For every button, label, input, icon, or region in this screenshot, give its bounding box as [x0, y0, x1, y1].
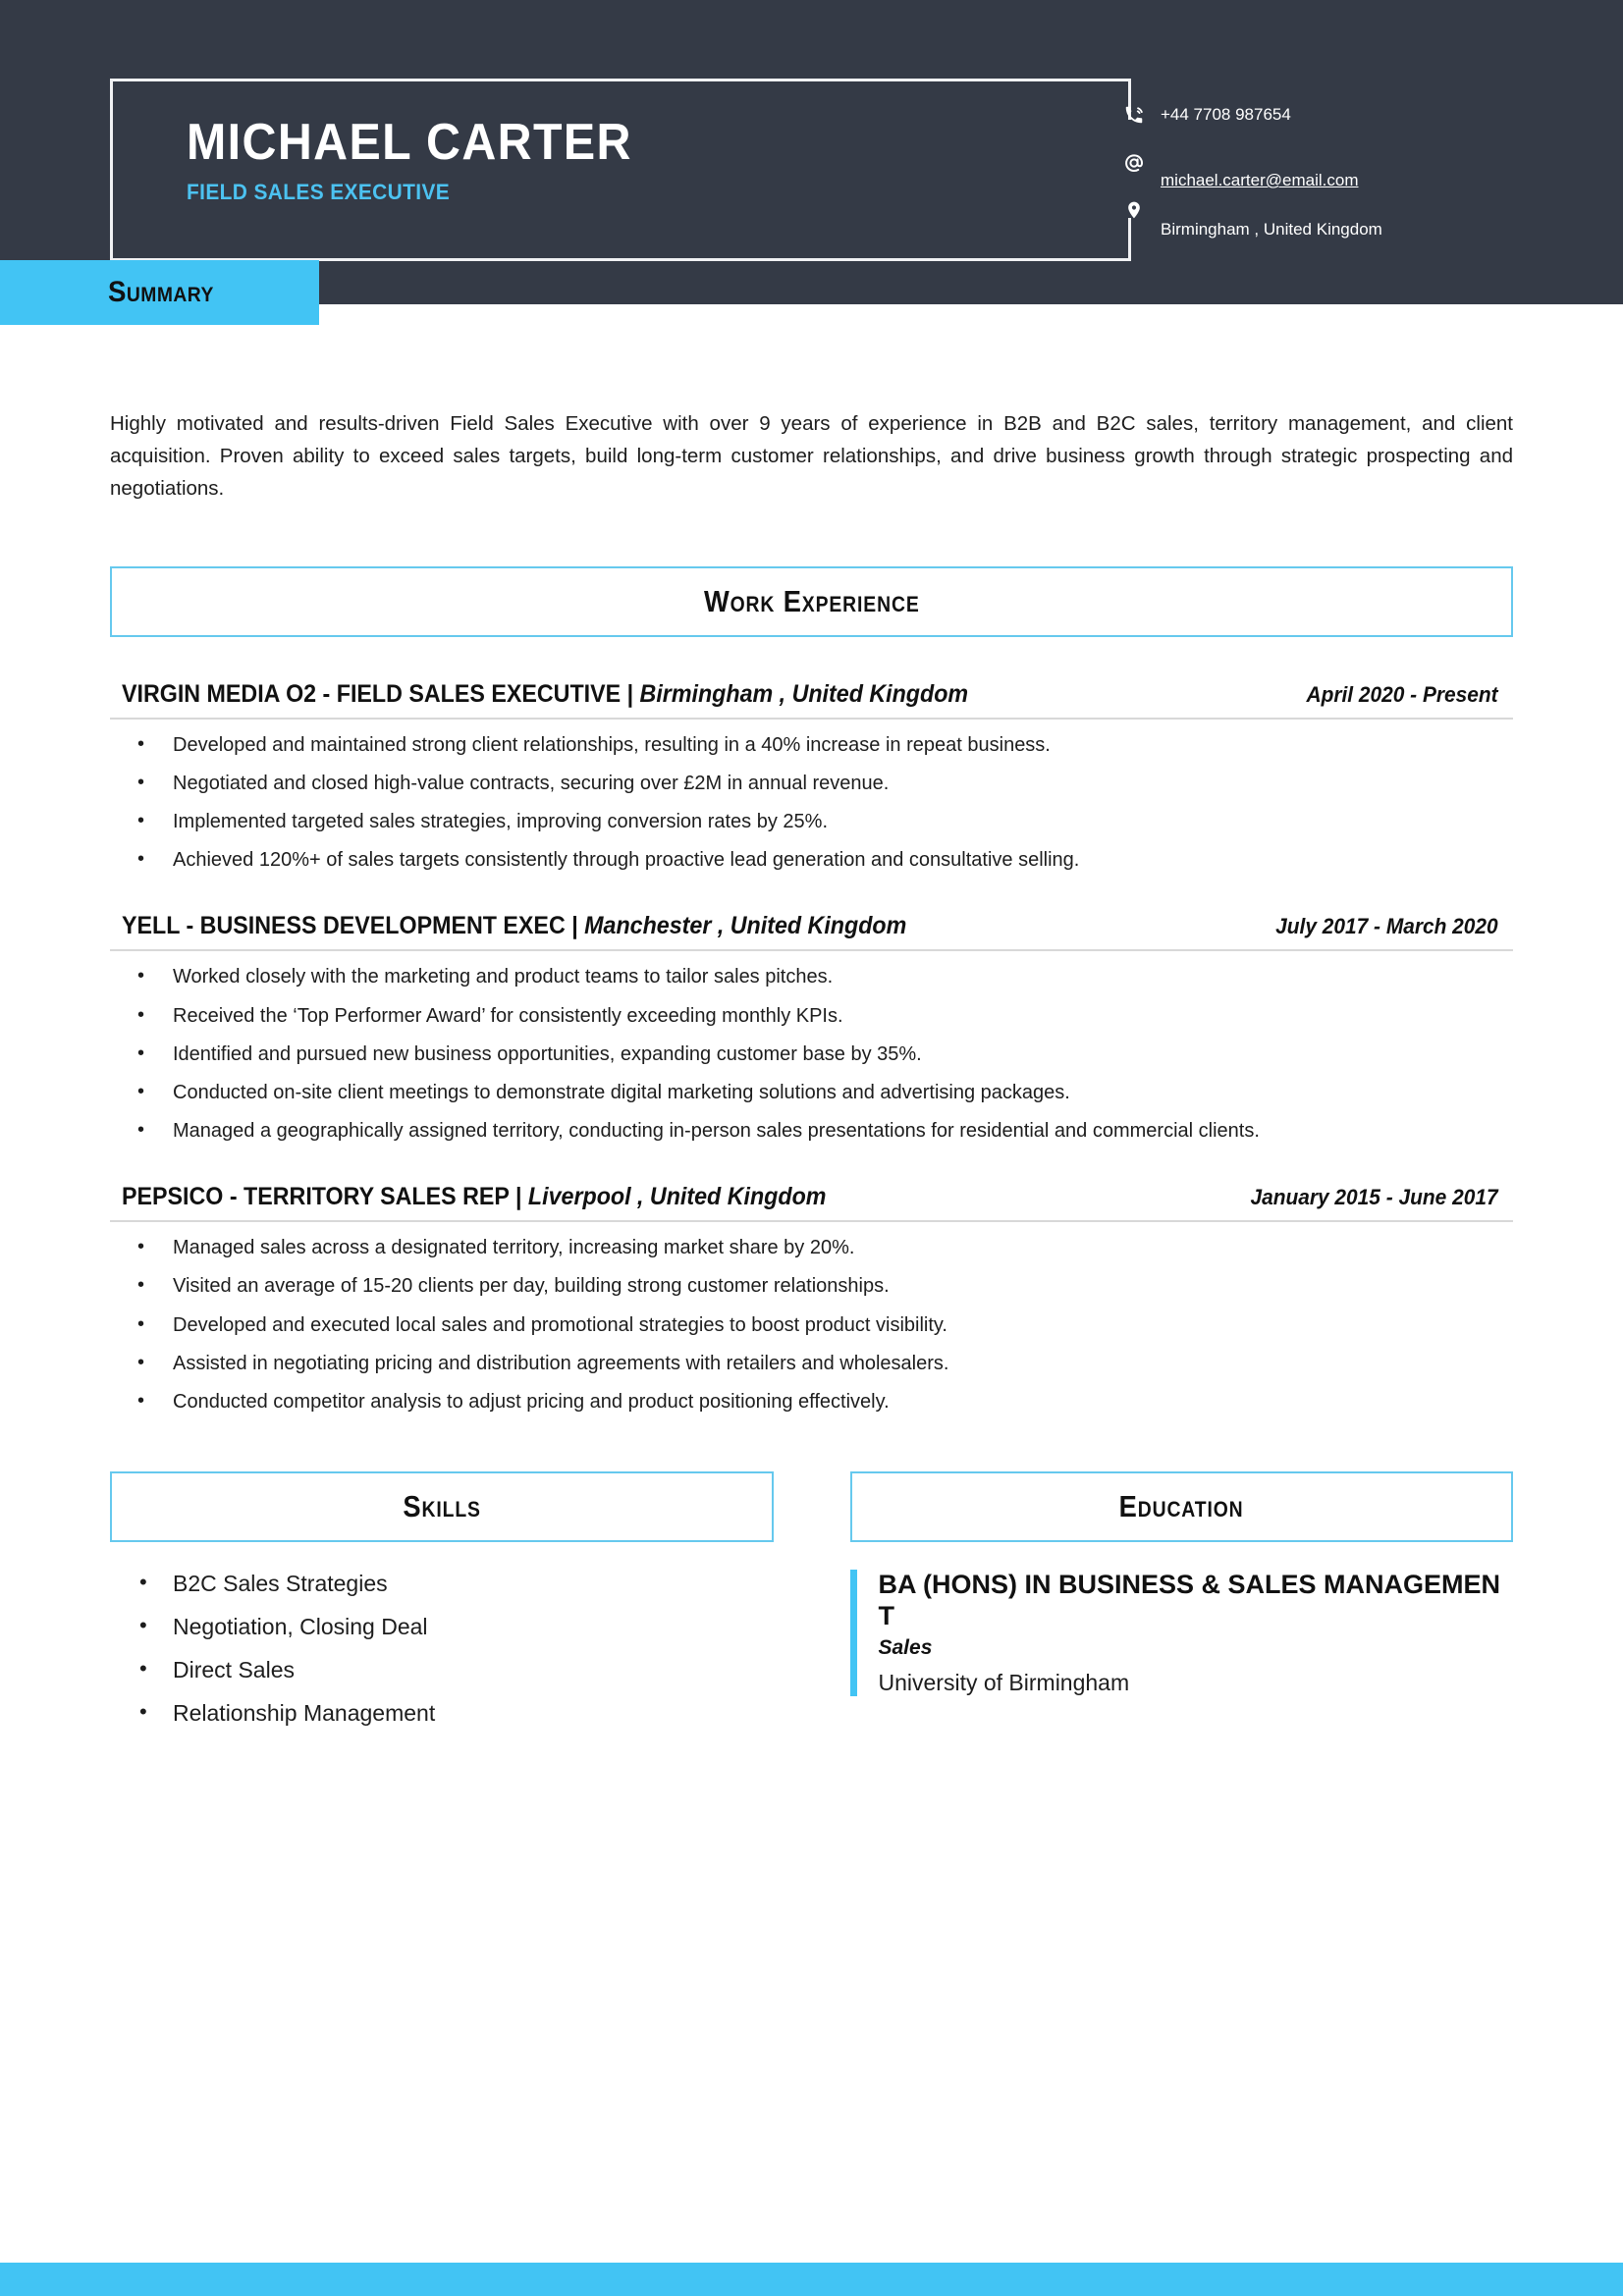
contact-email-text[interactable]: michael.carter@email.com: [1161, 171, 1359, 189]
job-bullet: • Managed a geographically assigned territory, conducting in-person sales presentations for residential and commercial clients.: [128, 1119, 1513, 1144]
work-experience-section-header: [110, 566, 1513, 637]
job-bullet-list: [110, 965, 1513, 1144]
contact-location-text: Birmingham , United Kingdom: [1161, 220, 1382, 239]
job-location: Manchester , United Kingdom: [577, 912, 907, 940]
education-entry: [850, 1570, 1514, 1696]
footer-accent-bar: [0, 2263, 1623, 2296]
job-bullet: • Conducted on-site client meetings to demonstrate digital marketing solutions and advertising packages.: [128, 1081, 1513, 1105]
contact-info: [1117, 102, 1530, 243]
education-section-header: [850, 1471, 1514, 1542]
skills-column: [110, 1471, 774, 1742]
job-date-range: April 2020 - Present: [1306, 681, 1498, 707]
education-degree: BA (HONS) IN BUSINESS & SALES MANAGEMENT: [878, 1570, 1501, 1631]
skill-item: • B2C Sales Strategies: [128, 1570, 774, 1599]
contact-email-row[interactable]: [1117, 149, 1530, 196]
skill-item: • Direct Sales: [128, 1656, 774, 1685]
job-bullet: • Conducted competitor analysis to adjust pricing and product positioning effectively.: [128, 1390, 1513, 1415]
job-bullet: • Achieved 120%+ of sales targets consistently through proactive lead generation and consultative selling.: [128, 848, 1513, 873]
job-bullet: • Negotiated and closed high-value contracts, securing over £2M in annual revenue.: [128, 772, 1513, 796]
job-bullet: • Managed sales across a designated territory, increasing market share by 20%.: [128, 1236, 1513, 1260]
skills-section-header: [110, 1471, 774, 1542]
job-header: [110, 680, 1513, 720]
candidate-job-title: FIELD SALES EXECUTIVE: [187, 179, 451, 204]
contact-phone-row: [1117, 102, 1530, 149]
job-bullet-list: [110, 733, 1513, 874]
job-bullet: • Received the ‘Top Performer Award’ for consistently exceeding monthly KPIs.: [128, 1004, 1513, 1029]
education-column: [850, 1471, 1514, 1742]
job-date-range: July 2017 - March 2020: [1274, 914, 1498, 939]
job-bullet: • Visited an average of 15-20 clients per day, building strong customer relationships.: [128, 1274, 1513, 1299]
education-school: University of Birmingham: [878, 1669, 1130, 1695]
job-bullet: • Implemented targeted sales strategies, improving conversion rates by 25%.: [128, 810, 1513, 834]
skills-heading: Skills: [403, 1489, 481, 1524]
candidate-name: MICHAEL CARTER: [187, 114, 632, 171]
work-experience-list: [110, 680, 1513, 1415]
contact-phone-text: +44 7708 987654: [1161, 105, 1291, 124]
work-experience-heading: Work Experience: [703, 583, 920, 618]
skills-education-row: [110, 1471, 1513, 1742]
job-bullet-list: [110, 1236, 1513, 1415]
job-entry: [110, 680, 1513, 874]
skill-item: • Relationship Management: [128, 1699, 774, 1729]
resume-body: [0, 304, 1623, 1742]
name-block: [187, 116, 666, 205]
job-title-and-location: [122, 912, 906, 940]
education-heading: Education: [1118, 1489, 1244, 1524]
phone-icon: [1117, 102, 1151, 126]
job-header: [110, 912, 1513, 951]
summary-heading: Summary: [108, 276, 214, 308]
skill-item: • Negotiation, Closing Deal: [128, 1613, 774, 1642]
job-bullet: • Identified and pursued new business opportunities, expanding customer base by 35%.: [128, 1042, 1513, 1067]
summary-paragraph: Highly motivated and results-driven Field Sales Executive with over 9 years of experience in B2B and B2C sales, territory management, and client acquisition. Proven ability to exceed sales targets, build long-term customer relationships, and drive business growth through strategic prospecting and negotiations.: [110, 412, 1513, 501]
education-list: [850, 1570, 1514, 1696]
job-title-and-location: [122, 1183, 826, 1211]
job-entry: [110, 912, 1513, 1144]
job-location: Birmingham , United Kingdom: [633, 679, 969, 708]
job-title: PEPSICO - TERRITORY SALES REP |: [122, 1183, 522, 1211]
job-title-and-location: [122, 680, 968, 709]
skills-list: [110, 1570, 774, 1729]
job-bullet: • Developed and executed local sales and promotional strategies to boost product visibility.: [128, 1313, 1513, 1338]
at-sign-icon: [1117, 149, 1151, 175]
resume-header: [0, 0, 1623, 308]
job-title: VIRGIN MEDIA O2 - FIELD SALES EXECUTIVE |: [122, 679, 634, 708]
job-date-range: January 2015 - June 2017: [1250, 1185, 1498, 1210]
contact-location-row: [1117, 196, 1530, 243]
job-title: YELL - BUSINESS DEVELOPMENT EXEC |: [122, 912, 578, 940]
job-header: [110, 1183, 1513, 1222]
education-field-of-study: Sales: [878, 1635, 933, 1659]
job-bullet: • Assisted in negotiating pricing and distribution agreements with retailers and wholesalers.: [128, 1352, 1513, 1376]
job-bullet: • Developed and maintained strong client relationships, resulting in a 40% increase in repeat business.: [128, 733, 1513, 758]
job-entry: [110, 1183, 1513, 1415]
map-pin-icon: [1117, 196, 1151, 222]
job-bullet: • Worked closely with the marketing and product teams to tailor sales pitches.: [128, 965, 1513, 989]
job-location: Liverpool , United Kingdom: [521, 1183, 827, 1211]
